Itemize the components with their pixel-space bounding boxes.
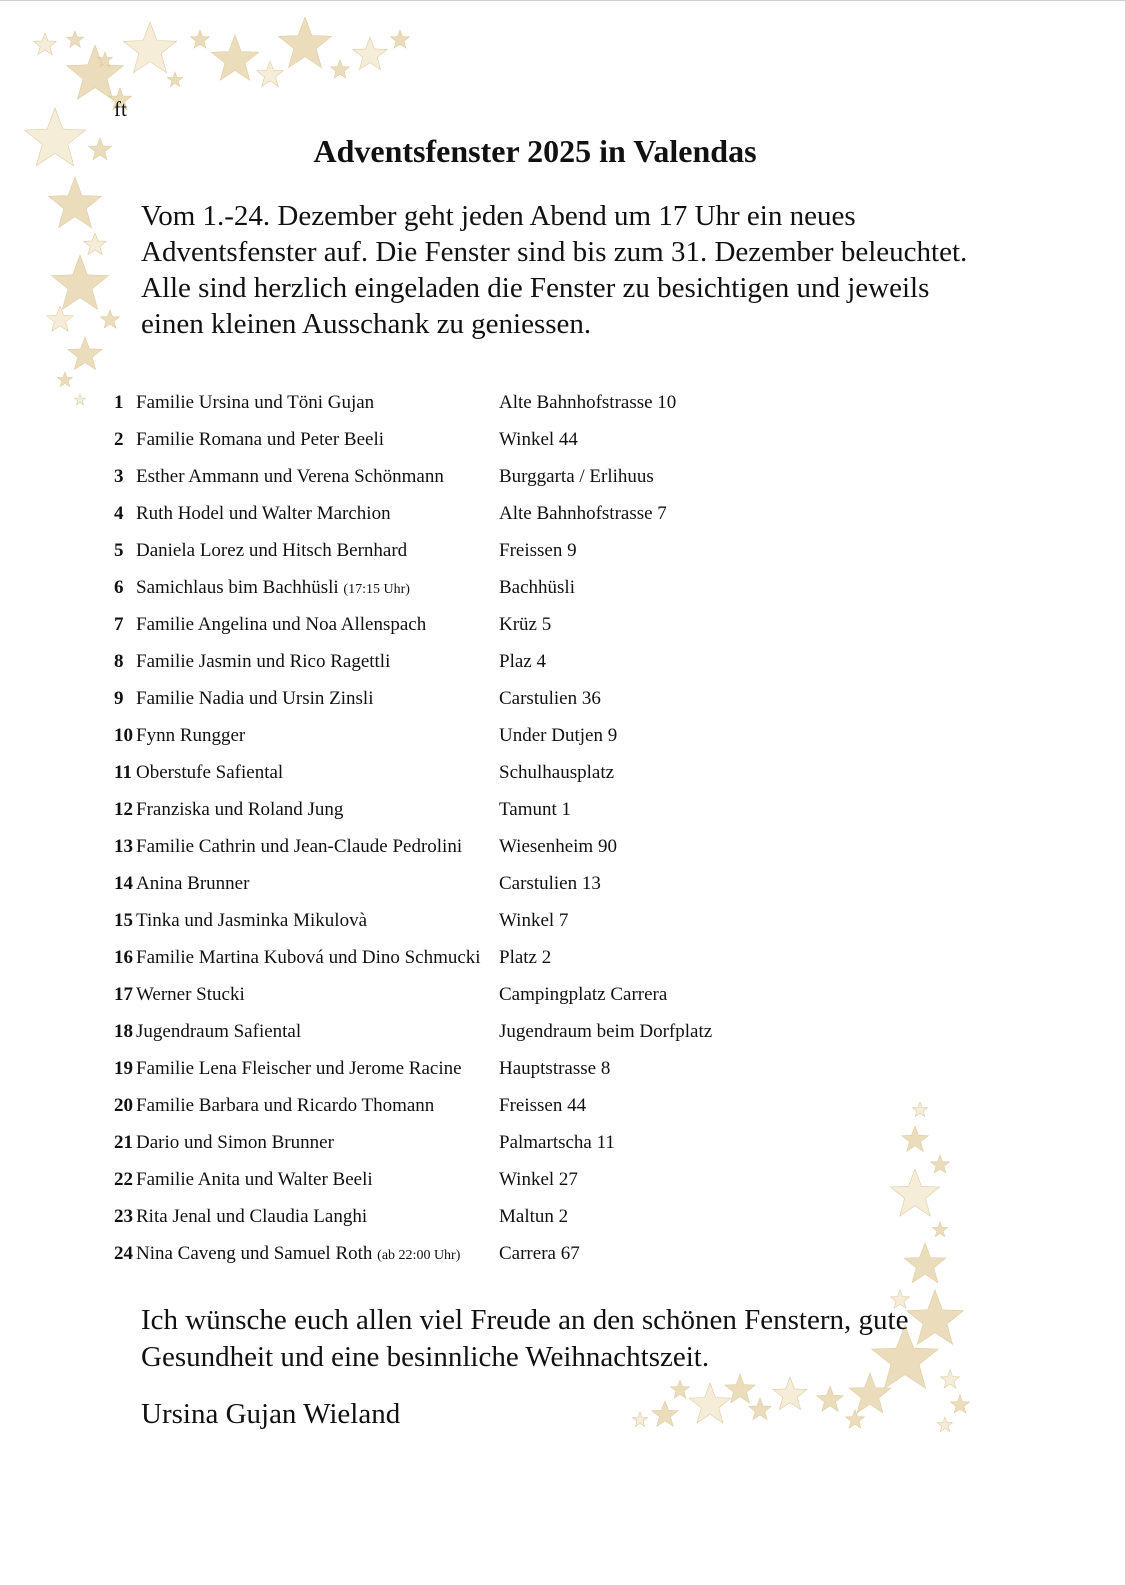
address: Platz 2	[499, 946, 552, 968]
day-number: 9	[114, 687, 124, 709]
star-icon	[817, 1386, 844, 1411]
address: Krüz 5	[499, 613, 552, 635]
signature: Ursina Gujan Wieland	[141, 1398, 401, 1430]
day-number: 15	[114, 909, 133, 931]
star-icon	[632, 1412, 647, 1427]
time-note: (ab 22:00 Uhr)	[377, 1247, 461, 1263]
address: Palmartscha 11	[499, 1131, 615, 1153]
list-item	[114, 495, 814, 532]
star-icon	[652, 1401, 679, 1426]
host-name: Familie Romana und Peter Beeli	[136, 428, 385, 450]
host-name-cell	[136, 984, 499, 1006]
host-name: Daniela Lorez und Hitsch Bernhard	[136, 539, 408, 561]
address: Carstulien 36	[499, 687, 601, 709]
address: Bachhüsli	[499, 576, 575, 598]
corner-mark: ft	[114, 97, 127, 121]
star-icon	[278, 17, 331, 68]
star-icon	[749, 1398, 772, 1420]
day-number: 7	[114, 613, 124, 635]
host-name-cell	[136, 1021, 499, 1043]
star-icon	[257, 61, 284, 86]
list-item	[114, 939, 814, 976]
day-number: 16	[114, 946, 133, 968]
list-item	[114, 754, 814, 791]
day-number: 22	[114, 1168, 133, 1190]
star-icon	[902, 1126, 929, 1151]
address: Campingplatz Carrera	[499, 983, 668, 1005]
list-item	[114, 1087, 814, 1124]
star-icon	[912, 1102, 927, 1117]
day-number: 6	[114, 576, 124, 598]
address: Under Dutjen 9	[499, 724, 618, 746]
list-item	[114, 1198, 814, 1235]
star-icon	[48, 177, 101, 228]
host-name-cell	[136, 799, 499, 821]
address: Jugendraum beim Dorfplatz	[499, 1020, 713, 1042]
list-item	[114, 1013, 814, 1050]
list-item	[114, 976, 814, 1013]
star-icon	[932, 1222, 947, 1237]
day-number: 18	[114, 1020, 133, 1042]
day-number: 24	[114, 1242, 133, 1264]
day-number: 21	[114, 1131, 133, 1153]
star-icon	[331, 60, 350, 78]
star-icon	[353, 37, 387, 70]
host-name: Fynn Rungger	[136, 724, 246, 746]
list-item	[114, 680, 814, 717]
list-item	[114, 791, 814, 828]
host-name-cell	[136, 1095, 499, 1117]
host-name-cell	[136, 947, 499, 969]
host-name: Familie Cathrin und Jean-Claude Pedrolini	[136, 835, 463, 857]
day-number: 13	[114, 835, 133, 857]
host-name: Familie Nadia und Ursin Zinsli	[136, 687, 374, 709]
day-number: 3	[114, 465, 124, 487]
host-name: Tinka und Jasminka Mikulovà	[136, 909, 367, 931]
time-note: (17:15 Uhr)	[343, 581, 410, 597]
advent-window-list	[114, 384, 814, 1272]
address: Winkel 44	[499, 428, 578, 450]
star-icon	[931, 1155, 950, 1173]
address: Carrera 67	[499, 1242, 580, 1264]
address: Plaz 4	[499, 650, 546, 672]
star-icon	[47, 306, 74, 331]
day-number: 23	[114, 1205, 133, 1227]
list-item	[114, 384, 814, 421]
address: Alte Bahnhofstrasse 10	[499, 391, 677, 413]
star-icon	[57, 372, 72, 387]
host-name: Nina Caveng und Samuel Roth	[136, 1242, 373, 1264]
host-name-cell	[136, 873, 499, 895]
star-icon	[67, 45, 124, 99]
day-number: 10	[114, 724, 133, 746]
host-name: Familie Anita und Walter Beeli	[136, 1168, 373, 1190]
host-name: Familie Angelina und Noa Allenspach	[136, 613, 427, 635]
star-icon	[84, 233, 107, 255]
star-icon	[773, 1377, 807, 1410]
host-name-cell	[136, 466, 499, 488]
day-number: 8	[114, 650, 124, 672]
star-icon	[68, 337, 102, 370]
star-icon	[391, 30, 410, 48]
list-item	[114, 532, 814, 569]
host-name: Rita Jenal und Claudia Langhi	[136, 1205, 368, 1227]
address: Hauptstrasse 8	[499, 1057, 611, 1079]
star-icon	[211, 35, 259, 80]
star-icon	[671, 1380, 690, 1398]
host-name: Familie Ursina und Töni Gujan	[136, 391, 375, 413]
list-item	[114, 828, 814, 865]
day-number: 14	[114, 872, 133, 894]
star-icon	[101, 310, 120, 328]
address: Carstulien 13	[499, 872, 601, 894]
intro-paragraph: Vom 1.-24. Dezember geht jeden Abend um 17 Uhr ein neues Adventsfenster auf. Die Fenster sind bis zum 31. Dezember beleuchtet. Alle sind herzlich eingeladen die Fenster zu besichtigen und jeweils einen kleinen Ausschank zu geniessen.	[141, 200, 968, 340]
closing-paragraph: Ich wünsche euch allen viel Freude an den schönen Fenstern, gute Gesundheit und eine besinnliche Weihnachtszeit.	[141, 1304, 909, 1373]
day-number: 20	[114, 1094, 133, 1116]
host-name: Dario und Simon Brunner	[136, 1131, 334, 1153]
star-icon	[904, 1243, 946, 1283]
day-number: 11	[114, 761, 132, 783]
day-number: 2	[114, 428, 124, 450]
host-name: Familie Lena Fleischer und Jerome Racine	[136, 1057, 462, 1079]
address: Winkel 7	[499, 909, 569, 931]
host-name-cell	[136, 577, 499, 599]
host-name-cell	[136, 429, 499, 451]
host-name: Jugendraum Safiental	[136, 1020, 302, 1042]
address: Wiesenheim 90	[499, 835, 617, 857]
address: Schulhausplatz	[499, 761, 615, 783]
host-name: Familie Jasmin und Rico Ragettli	[136, 650, 391, 672]
host-name: Ruth Hodel und Walter Marchion	[136, 502, 391, 524]
list-item	[114, 1124, 814, 1161]
host-name-cell	[136, 1206, 499, 1228]
host-name-cell	[136, 1169, 499, 1191]
list-item	[114, 421, 814, 458]
host-name-cell	[136, 503, 499, 525]
host-name-cell	[136, 910, 499, 932]
star-icon	[66, 31, 83, 47]
host-name: Werner Stucki	[136, 983, 245, 1005]
list-item	[114, 1050, 814, 1087]
star-icon	[689, 1383, 731, 1423]
address: Alte Bahnhofstrasse 7	[499, 502, 667, 524]
list-item	[114, 458, 814, 495]
address: Winkel 27	[499, 1168, 578, 1190]
host-name-cell	[136, 540, 499, 562]
star-icon	[52, 255, 109, 309]
star-icon	[937, 1417, 952, 1432]
list-item	[114, 643, 814, 680]
star-icon	[167, 72, 182, 87]
host-name-cell	[136, 651, 499, 673]
star-icon	[846, 1410, 865, 1428]
host-name-cell	[136, 1058, 499, 1080]
host-name-cell	[136, 614, 499, 636]
host-name: Samichlaus bim Bachhüsli	[136, 576, 339, 598]
star-icon	[74, 394, 85, 405]
list-item	[114, 606, 814, 643]
day-number: 5	[114, 539, 124, 561]
star-icon	[890, 1169, 939, 1216]
host-name-cell	[136, 688, 499, 710]
page-title: Adventsfenster 2025 in Valendas	[313, 133, 757, 169]
host-name-cell	[136, 392, 499, 414]
address: Burggarta / Erlihuus	[499, 465, 654, 487]
host-name: Anina Brunner	[136, 872, 250, 894]
star-icon	[951, 1395, 970, 1413]
address: Freissen 44	[499, 1094, 587, 1116]
host-name: Familie Barbara und Ricardo Thomann	[136, 1094, 435, 1116]
list-item	[114, 1161, 814, 1198]
day-number: 12	[114, 798, 133, 820]
address: Tamunt 1	[499, 798, 572, 820]
host-name: Oberstufe Safiental	[136, 761, 284, 783]
day-number: 1	[114, 391, 124, 413]
host-name: Franziska und Roland Jung	[136, 798, 344, 820]
day-number: 19	[114, 1057, 133, 1079]
host-name-cell	[136, 1243, 499, 1265]
star-icon	[123, 22, 176, 73]
list-item	[114, 717, 814, 754]
list-item	[114, 902, 814, 939]
host-name-cell	[136, 836, 499, 858]
day-number: 17	[114, 983, 133, 1005]
address: Freissen 9	[499, 539, 577, 561]
star-icon	[34, 33, 57, 55]
host-name-cell	[136, 1132, 499, 1154]
host-name-cell	[136, 762, 499, 784]
address: Maltun 2	[499, 1205, 569, 1227]
host-name: Esther Ammann und Verena Schönmann	[136, 465, 444, 487]
list-item	[114, 569, 814, 606]
star-icon	[849, 1373, 891, 1413]
host-name-cell	[136, 725, 499, 747]
list-item	[114, 1235, 814, 1272]
list-item	[114, 865, 814, 902]
day-number: 4	[114, 502, 124, 524]
star-icon	[191, 30, 210, 48]
host-name: Familie Martina Kubová und Dino Schmucki	[136, 946, 481, 968]
